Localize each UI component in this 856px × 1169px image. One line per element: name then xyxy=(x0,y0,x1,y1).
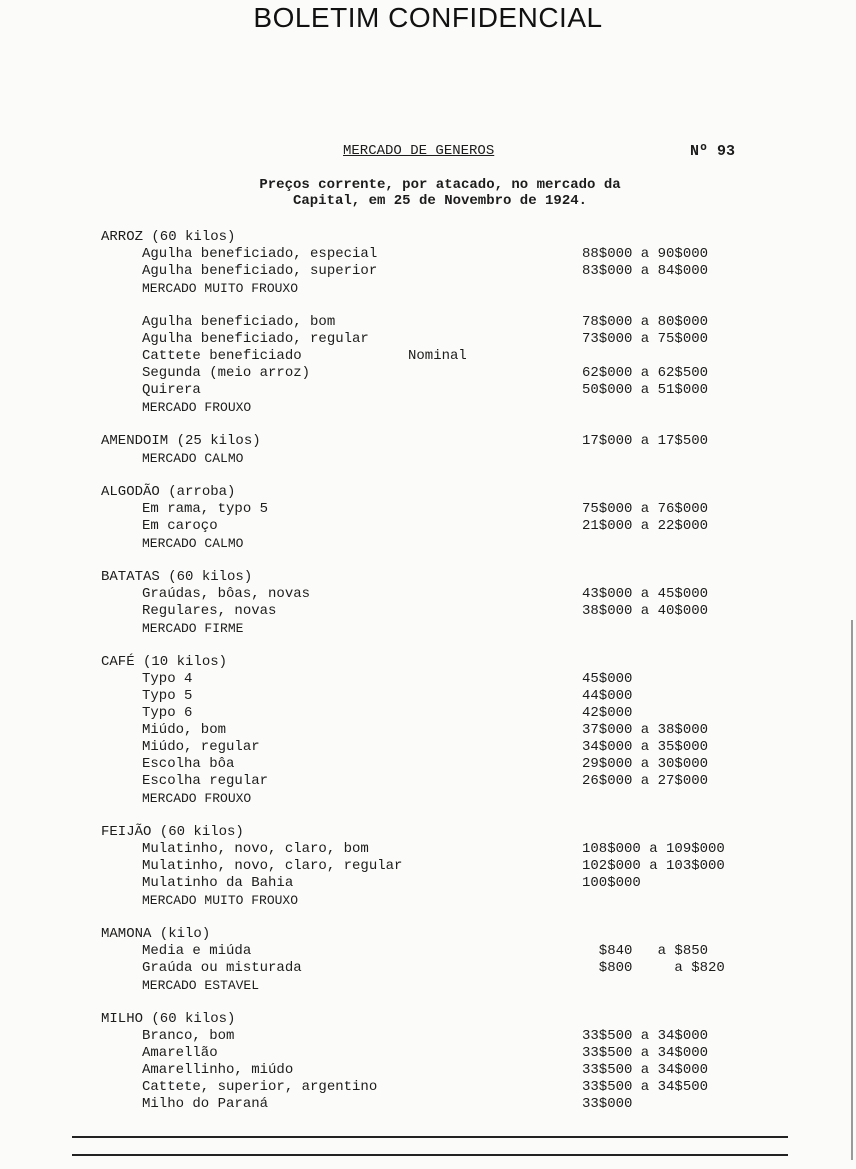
product-name: Segunda (meio arroz) xyxy=(142,365,311,381)
commodity-section xyxy=(0,926,856,994)
market-status: MERCADO FROUXO xyxy=(142,400,252,415)
product-name: Mulatinho da Bahia xyxy=(142,875,294,891)
product-name: Mulatinho, novo, claro, bom xyxy=(142,841,369,857)
market-status-row xyxy=(0,280,856,297)
commodity-heading-row xyxy=(0,433,856,450)
product-price: 75$000 a 76$000 xyxy=(582,501,709,517)
product-name: Agulha beneficiado, especial xyxy=(142,246,378,262)
product-price: 21$000 a 22$000 xyxy=(582,518,709,534)
commodity-heading: AMENDOIM (25 kilos) xyxy=(101,433,261,449)
commodity-heading: MAMONA (kilo) xyxy=(101,926,211,942)
product-price: 62$000 a 62$500 xyxy=(582,365,709,381)
market-status: MERCADO FROUXO xyxy=(142,791,252,806)
price-row xyxy=(0,1079,856,1096)
page-header-title: BOLETIM CONFIDENCIAL xyxy=(253,2,603,33)
commodity-section xyxy=(0,654,856,807)
product-price: 50$000 a 51$000 xyxy=(582,382,709,398)
price-row xyxy=(0,1045,856,1062)
product-price: 29$000 a 30$000 xyxy=(582,756,709,772)
price-row xyxy=(0,603,856,620)
product-name: Typo 6 xyxy=(142,705,193,721)
product-name: Em caroço xyxy=(142,518,218,534)
product-name: Media e miúda xyxy=(142,943,252,959)
product-name: Agulha beneficiado, bom xyxy=(142,314,336,330)
product-price: 42$000 xyxy=(582,705,633,721)
product-name: Mulatinho, novo, claro, regular xyxy=(142,858,403,874)
price-row xyxy=(0,773,856,790)
price-row xyxy=(0,1096,856,1113)
intro-line-2: Capital, em 25 de Novembro de 1924. xyxy=(292,193,588,209)
commodity-heading-row xyxy=(0,654,856,671)
price-row xyxy=(0,501,856,518)
product-price: $800 a $820 xyxy=(582,960,725,976)
product-price: 33$500 a 34$000 xyxy=(582,1062,709,1078)
price-row xyxy=(0,1062,856,1079)
market-status: MERCADO ESTAVEL xyxy=(142,978,260,993)
product-price: 37$000 a 38$000 xyxy=(582,722,709,738)
product-price: 38$000 a 40$000 xyxy=(582,603,709,619)
product-name: Regulares, novas xyxy=(142,603,277,619)
bulletin-number: Nº 93 xyxy=(690,143,736,160)
price-list xyxy=(0,229,856,1113)
price-row xyxy=(0,943,856,960)
market-status-row xyxy=(0,892,856,909)
market-status: MERCADO CALMO xyxy=(142,536,244,551)
commodity-heading: ARROZ (60 kilos) xyxy=(101,229,236,245)
price-row xyxy=(0,756,856,773)
product-name: Escolha regular xyxy=(142,773,269,789)
price-row xyxy=(0,365,856,382)
price-row xyxy=(0,331,856,348)
product-price: 33$500 a 34$000 xyxy=(582,1028,709,1044)
commodity-section xyxy=(0,314,856,416)
commodity-section xyxy=(0,433,856,467)
price-row xyxy=(0,722,856,739)
commodity-section xyxy=(0,484,856,552)
document-title: MERCADO DE GENEROS xyxy=(343,143,495,159)
intro-line-1: Preços corrente, por atacado, no mercado da xyxy=(259,177,621,193)
price-row xyxy=(0,671,856,688)
product-name: Em rama, typo 5 xyxy=(142,501,269,517)
price-row xyxy=(0,688,856,705)
product-name: Escolha bôa xyxy=(142,756,235,772)
price-note: Nominal xyxy=(408,348,467,364)
product-price: 83$000 a 84$000 xyxy=(582,263,709,279)
product-name: Branco, bom xyxy=(142,1028,235,1044)
product-name: Graúda ou misturada xyxy=(142,960,302,976)
commodity-section xyxy=(0,569,856,637)
commodity-heading-price: 17$000 a 17$500 xyxy=(582,433,709,449)
commodity-heading-row xyxy=(0,1011,856,1028)
market-status-row xyxy=(0,790,856,807)
price-row xyxy=(0,382,856,399)
market-status: MERCADO MUITO FROUXO xyxy=(142,893,299,908)
price-row xyxy=(0,263,856,280)
price-row xyxy=(0,1028,856,1045)
commodity-heading: FEIJÃO (60 kilos) xyxy=(101,824,244,840)
product-price: 108$000 a 109$000 xyxy=(582,841,725,857)
price-row xyxy=(0,314,856,331)
market-status-row xyxy=(0,620,856,637)
price-row xyxy=(0,875,856,892)
commodity-heading-row xyxy=(0,824,856,841)
price-row xyxy=(0,348,856,365)
market-status: MERCADO FIRME xyxy=(142,621,244,636)
market-status-row xyxy=(0,977,856,994)
product-price: 43$000 a 45$000 xyxy=(582,586,709,602)
price-row xyxy=(0,246,856,263)
product-name: Milho do Paraná xyxy=(142,1096,269,1112)
product-name: Typo 5 xyxy=(142,688,193,704)
market-status-row xyxy=(0,535,856,552)
commodity-heading: BATATAS (60 kilos) xyxy=(101,569,253,585)
product-name: Amarellinho, miúdo xyxy=(142,1062,294,1078)
commodity-heading: MILHO (60 kilos) xyxy=(101,1011,236,1027)
commodity-heading-row xyxy=(0,926,856,943)
product-name: Miúdo, bom xyxy=(142,722,227,738)
price-row xyxy=(0,841,856,858)
product-name: Amarellão xyxy=(142,1045,218,1061)
price-row xyxy=(0,739,856,756)
commodity-heading: ALGODÃO (arroba) xyxy=(101,484,236,500)
price-row xyxy=(0,705,856,722)
product-name: Agulha beneficiado, superior xyxy=(142,263,378,279)
commodity-section xyxy=(0,1011,856,1113)
market-status-row xyxy=(0,450,856,467)
commodity-section xyxy=(0,229,856,297)
product-price: $840 a $850 xyxy=(582,943,709,959)
product-price: 78$000 a 80$000 xyxy=(582,314,709,330)
product-price: 33$000 xyxy=(582,1096,633,1112)
product-price: 33$500 a 34$000 xyxy=(582,1045,709,1061)
commodity-heading-row xyxy=(0,229,856,246)
product-price: 100$000 xyxy=(582,875,641,891)
product-price: 34$000 a 35$000 xyxy=(582,739,709,755)
price-row xyxy=(0,518,856,535)
product-name: Cattete beneficiado xyxy=(142,348,302,364)
product-name: Graúdas, bôas, novas xyxy=(142,586,311,602)
price-row xyxy=(0,858,856,875)
page-edge-line xyxy=(851,620,853,1160)
price-row xyxy=(0,960,856,977)
footer-divider-top xyxy=(72,1136,788,1138)
market-status: MERCADO CALMO xyxy=(142,451,244,466)
product-price: 44$000 xyxy=(582,688,633,704)
commodity-heading: CAFÉ (10 kilos) xyxy=(101,654,228,670)
price-row xyxy=(0,586,856,603)
commodity-heading-row xyxy=(0,484,856,501)
product-price: 73$000 a 75$000 xyxy=(582,331,709,347)
product-name: Miúdo, regular xyxy=(142,739,260,755)
intro-text xyxy=(180,177,700,209)
commodity-heading-row xyxy=(0,569,856,586)
footer-divider-bottom xyxy=(72,1154,788,1156)
product-price: 45$000 xyxy=(582,671,633,687)
commodity-section xyxy=(0,824,856,909)
product-price: 26$000 a 27$000 xyxy=(582,773,709,789)
product-price: 88$000 a 90$000 xyxy=(582,246,709,262)
market-status: MERCADO MUITO FROUXO xyxy=(142,281,299,296)
product-name: Typo 4 xyxy=(142,671,193,687)
product-name: Quirera xyxy=(142,382,201,398)
product-price: 102$000 a 103$000 xyxy=(582,858,725,874)
product-price: 33$500 a 34$500 xyxy=(582,1079,709,1095)
product-name: Cattete, superior, argentino xyxy=(142,1079,378,1095)
product-name: Agulha beneficiado, regular xyxy=(142,331,369,347)
market-status-row xyxy=(0,399,856,416)
